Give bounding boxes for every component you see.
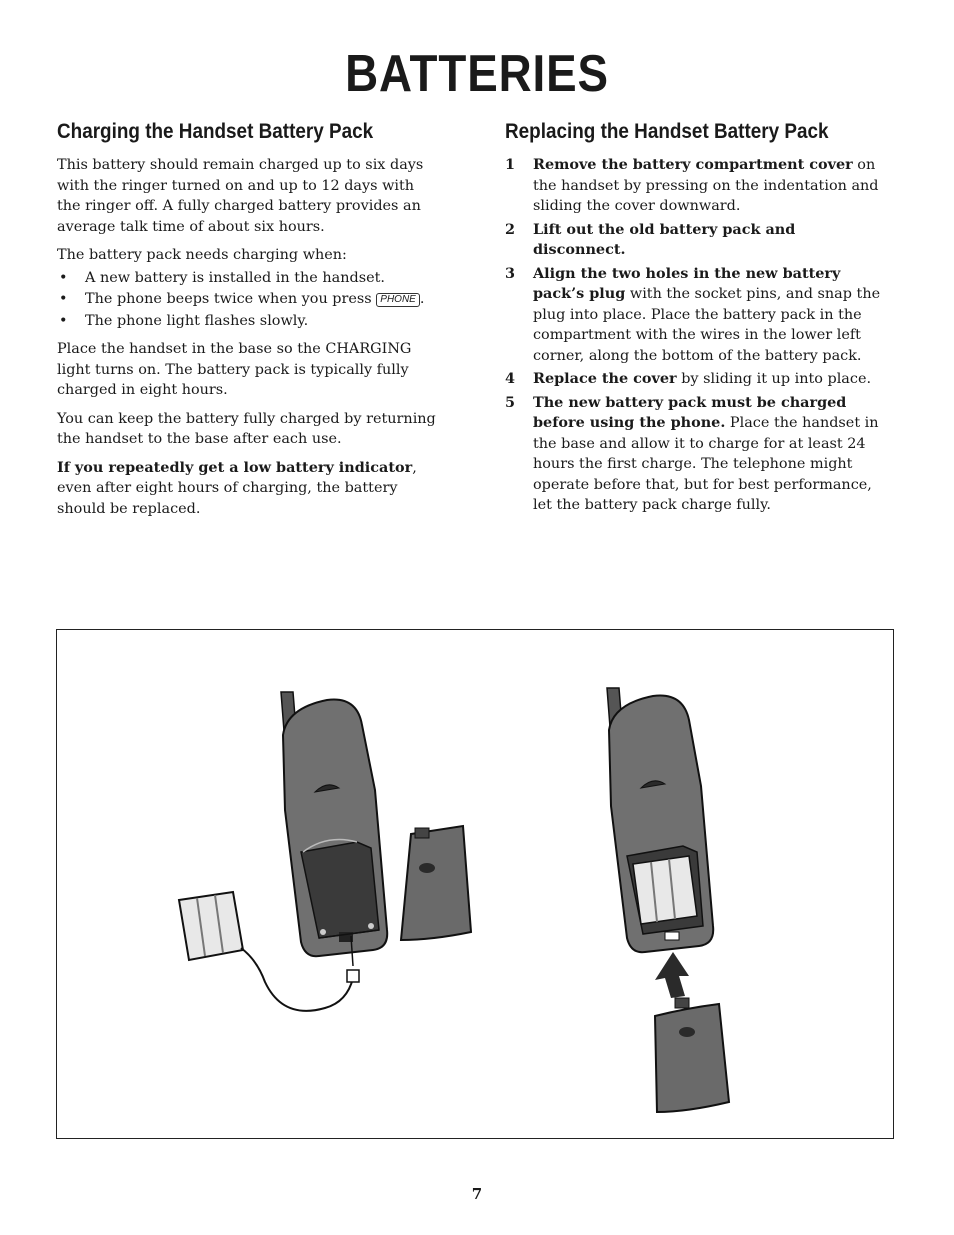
page-number: 7 xyxy=(471,1185,483,1203)
bullet-dot: • xyxy=(59,269,68,286)
step-item: 4 Replace the cover by sliding it up into place. xyxy=(505,370,872,387)
phone-key-icon: PHONE xyxy=(376,293,420,307)
handset-with-battery-icon xyxy=(607,688,713,952)
charging-para-3: Place the handset in the base so the CHARGING light turns on. The battery pack is typically fully charged in eight hours. xyxy=(57,341,412,398)
step-item: 1 Remove the battery compartment cover on the handset by pressing on the indentation and sliding the cover downward. xyxy=(505,156,879,214)
battery-illustration-frame xyxy=(56,629,894,1139)
replacing-heading: Replacing the Handset Battery Pack xyxy=(505,120,829,143)
charging-para-5: If you repeatedly get a low battery indicator, even after eight hours of charging, the battery should be replaced. xyxy=(57,458,417,517)
bullet-dot: • xyxy=(59,291,68,307)
list-item: • The phone light flashes slowly. xyxy=(57,311,442,332)
step-item: 5 The new battery pack must be charged before using the phone. Place the handset in the base and allow it to charge for at least 24 hours the first charge. The telephone might operate before that, but for best performance, let the battery pack charge fully. xyxy=(505,393,879,513)
replacing-steps-list xyxy=(505,155,885,516)
handset-open-icon xyxy=(281,692,387,956)
insert-arrow-icon xyxy=(655,952,689,998)
step-item: 2 Lift out the old battery pack and disconnect. xyxy=(505,220,796,258)
step-item: 3 Align the two holes in the new battery pack’s plug with the socket pins, and snap the plug into place. Place the battery pack in the compartment with the wires in the lower left corner, along the bottom of the battery pack. xyxy=(505,264,881,364)
battery-cover-icon xyxy=(401,826,471,940)
charging-para-1: This battery should remain charged up to six days with the ringer turned on and up to 12 days with the ringer off. A fully charged battery provides an average talk time of about six hours. xyxy=(57,157,424,235)
replacing-section xyxy=(505,120,885,519)
list-item: • A new battery is installed in the handset. xyxy=(57,268,442,289)
charging-heading: Charging the Handset Battery Pack xyxy=(57,120,374,143)
page-title: BATTERIES xyxy=(345,45,609,103)
bullet-dot: • xyxy=(59,312,68,329)
charging-section xyxy=(57,120,442,527)
low-battery-warning: If you repeatedly get a low battery indicator xyxy=(57,458,413,476)
battery-cover-replace-icon xyxy=(655,998,729,1112)
list-item: • The phone beeps twice when you press PHONE . xyxy=(57,289,442,310)
charging-conditions-list xyxy=(57,268,442,332)
charging-para-4: You can keep the battery fully charged by returning the handset to the base after each use. xyxy=(57,410,436,447)
charging-para-2: The battery pack needs charging when: xyxy=(57,247,347,263)
battery-illustration xyxy=(57,630,893,1138)
